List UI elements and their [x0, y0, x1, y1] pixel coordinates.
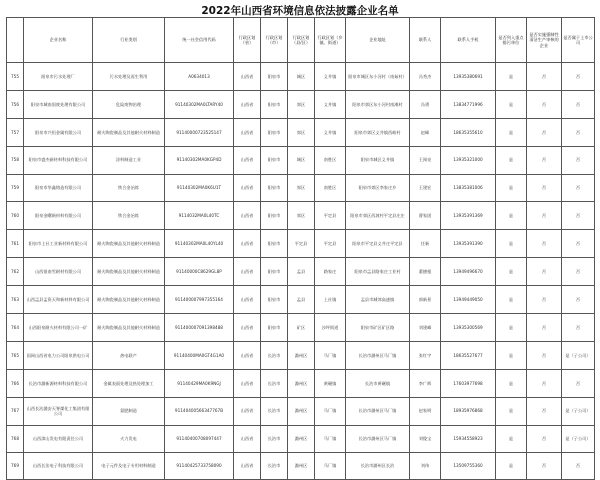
table-cell: 冯秀杰 [410, 63, 441, 91]
enterprise-table [6, 17, 595, 480]
table-cell: 阳泉市城区东小河村（南茹村） [346, 63, 410, 91]
row-number: 758 [7, 146, 24, 174]
table-cell: 阳泉市 [261, 202, 288, 230]
table-cell: 否 [527, 314, 562, 342]
table-cell: 耐火陶瓷制品及其他耐火材料制造 [93, 286, 165, 314]
table-cell: 13935391390 [441, 230, 496, 258]
table-cell: 15934558923 [441, 425, 496, 452]
table-cell: 危险废物治理 [93, 90, 165, 118]
table-cell: 阳泉市上社工业新材料有限公司 [24, 230, 93, 258]
column-header: 是否实施强制性清洁生产审核的企业 [527, 18, 562, 63]
table-cell: 91140302MA0L40YL40 [165, 230, 234, 258]
table-cell: 阳泉市盂县路家庄工业村 [346, 258, 410, 286]
table-cell: 否 [527, 230, 562, 258]
table-row [7, 174, 595, 202]
table-cell: 山西省 [234, 341, 261, 369]
table-cell: 否 [527, 202, 562, 230]
table-cell: 否 [562, 174, 595, 202]
table-cell: 山西省 [234, 202, 261, 230]
table-body [7, 63, 595, 480]
table-cell: 矿区 [288, 314, 315, 342]
table-cell: 91140429MA0K9NGJ [165, 369, 234, 397]
column-header: 行政区划（市） [261, 18, 288, 63]
table-cell: 平定县 [315, 202, 346, 230]
column-header: 行政区划（乡镇、街道） [315, 18, 346, 63]
table-cell: 长治市 [261, 452, 288, 479]
table-cell: 是 [496, 202, 527, 230]
table-cell: 是 [496, 90, 527, 118]
table-cell: 马厂镇 [315, 425, 346, 452]
table-cell: 13834771996 [441, 90, 496, 118]
table-cell: 污水处理及再生利用 [93, 63, 165, 91]
table-cell: 山西银南雪耐材有限公司 [24, 258, 93, 286]
table-row [7, 90, 595, 118]
table-cell: 否 [527, 174, 562, 202]
table-cell: 阳泉市 [261, 286, 288, 314]
table-cell: 火力发电 [93, 425, 165, 452]
table-cell: 是 [496, 174, 527, 202]
table-cell: 否 [562, 314, 595, 342]
table-cell: 长治市 [261, 397, 288, 425]
table-cell: 否 [562, 63, 595, 91]
table-cell: 否 [562, 258, 595, 286]
row-number: 762 [7, 258, 24, 286]
table-cell: 否 [562, 286, 595, 314]
document-title: 2022年山西省环境信息依法披露企业名单 [201, 5, 399, 17]
row-number: 763 [7, 286, 24, 314]
table-cell: 否 [527, 258, 562, 286]
table-cell: 耐火陶瓷制品及其他耐火材料制造 [93, 258, 165, 286]
table-cell: 91140302MA0LTARY40 [165, 90, 234, 118]
column-header: 企业名称 [24, 18, 93, 63]
row-number: 760 [7, 202, 24, 230]
table-cell: 铁合金冶炼 [93, 174, 165, 202]
table-cell: 18635355610 [441, 118, 496, 146]
table-cell: 山西省 [234, 369, 261, 397]
table-cell: 冯勇 [410, 90, 441, 118]
table-cell: 阳泉市兴恒金属有限公司 [24, 118, 93, 146]
table-cell: 山西省 [234, 314, 261, 342]
column-header: 行政区划（省） [234, 18, 261, 63]
table-cell: 黄碾镇 [315, 369, 346, 397]
table-cell: 长治市 [261, 425, 288, 452]
table-cell: 山西省 [234, 118, 261, 146]
table-cell: 17603977698 [441, 369, 496, 397]
table-cell: 山西省 [234, 258, 261, 286]
table-cell: 否 [527, 397, 562, 425]
table-cell: 阳泉市污水处理厂 [24, 63, 93, 91]
table-cell: 城区 [288, 63, 315, 91]
table-cell: 阳泉市矿区矿区路 [346, 314, 410, 342]
row-number: 757 [7, 118, 24, 146]
table-cell: 任新 [410, 230, 441, 258]
table-cell: 13935380691 [441, 63, 496, 91]
table-cell: 长治市潞州区马厂镇 [346, 425, 410, 452]
table-cell: 阳泉市 [261, 258, 288, 286]
table-cell: 山西省 [234, 425, 261, 452]
table-cell: 阳泉金曙新材料有限公司 [24, 202, 93, 230]
table-cell: 山西省 [234, 452, 261, 479]
table-cell: 阳泉市郊区东小河村南滩村 [346, 90, 410, 118]
table-cell: 13935321000 [441, 146, 496, 174]
table-row [7, 369, 595, 397]
row-number: 761 [7, 230, 24, 258]
table-cell: 孟县 [288, 286, 315, 314]
table-cell: 郭新景 [410, 286, 441, 314]
table-cell: 否 [562, 146, 595, 174]
table-cell: 山西省 [234, 90, 261, 118]
table-cell: 否 [562, 230, 595, 258]
table-cell: 否 [562, 202, 595, 230]
table-cell: 铁合金冶炼 [93, 202, 165, 230]
table-cell: 是 [496, 314, 527, 342]
table-cell: 沙坪街道 [315, 314, 346, 342]
table-cell: 阳泉市 [261, 90, 288, 118]
table-cell: 是 [496, 369, 527, 397]
table-cell: 李广辉 [410, 369, 441, 397]
table-cell: 王建宏 [410, 174, 441, 202]
table-cell: 平定县 [288, 230, 315, 258]
row-number: 767 [7, 397, 24, 425]
table-row [7, 341, 595, 369]
table-cell: 山西省 [234, 174, 261, 202]
table-cell: 阳泉市城南固废处理有限公司 [24, 90, 93, 118]
table-cell: 耐火陶瓷制品及其他耐火材料制造 [93, 118, 165, 146]
table-cell: 山西阳泉耐火材料有限公司一矿 [24, 314, 93, 342]
column-header: 行政区划（县/区） [288, 18, 315, 63]
table-cell: 上社镇 [315, 286, 346, 314]
table-cell: 平定县 [315, 230, 346, 258]
table-cell: 否 [527, 63, 562, 91]
table-cell: 否 [527, 369, 562, 397]
row-number: 764 [7, 314, 24, 342]
table-cell: 南胜区 [315, 146, 346, 174]
table-cell: 涂料制造工业 [93, 146, 165, 174]
column-header: 联系人 [410, 18, 441, 63]
table-cell: 13949449050 [441, 286, 496, 314]
table-cell: 阳泉市郊区义井镇西峪村 [346, 118, 410, 146]
table-cell: 马厂镇 [315, 341, 346, 369]
table-row [7, 146, 595, 174]
table-row [7, 314, 595, 342]
row-number: 766 [7, 369, 24, 397]
table-cell: 否 [527, 90, 562, 118]
table-cell: 阳泉市 [261, 174, 288, 202]
table-cell: 山西省 [234, 230, 261, 258]
table-row [7, 258, 595, 286]
table-cell: 13835381006 [441, 174, 496, 202]
table-row [7, 425, 595, 452]
table-cell: 否 [527, 118, 562, 146]
table-row [7, 452, 595, 479]
table-cell: 王闻亮 [410, 146, 441, 174]
table-cell: 郊区 [288, 90, 315, 118]
table-row [7, 286, 595, 314]
table-cell: 是 [496, 63, 527, 91]
table-cell: 山西盂县孟资天和新材料有限公司 [24, 286, 93, 314]
table-cell: 91140302MA0K6U1T [165, 174, 234, 202]
table-row [7, 118, 595, 146]
table-cell: 长治市潞州区马厂镇 [346, 341, 410, 369]
table-cell: 是（子公司） [562, 397, 595, 425]
table-cell: 是 [496, 146, 527, 174]
table-cell: 否 [562, 452, 595, 479]
table-cell: 郊区 [288, 174, 315, 202]
table-cell: 山西长治电子科技有限公司 [24, 452, 93, 479]
table-cell: 阳泉市 [261, 314, 288, 342]
row-number: 755 [7, 63, 24, 91]
table-cell: 城区 [288, 146, 315, 174]
table-cell: 潞州区 [288, 397, 315, 425]
table-cell: 否 [527, 452, 562, 479]
table-cell: 否 [527, 425, 562, 452]
table-cell: 金属表面处理及热处理加工 [93, 369, 165, 397]
table-cell: 阳泉市平定县义井庄平定县 [346, 230, 410, 258]
table-cell: 马厂镇 [315, 452, 346, 479]
table-cell: 阳泉市 [261, 63, 288, 91]
table-cell: 否 [562, 90, 595, 118]
column-header: 是否属于上市公司 [562, 18, 595, 63]
table-cell: 赵峰 [410, 118, 441, 146]
table-cell: 否 [527, 341, 562, 369]
table-cell: 耐火陶瓷制品及其他耐火材料制造 [93, 230, 165, 258]
table-cell: 潞州区 [288, 341, 315, 369]
table-cell: 91140400MA0GT4G1A0 [165, 341, 234, 369]
table-cell: 阳泉市 [261, 118, 288, 146]
table-cell: 911400007091398488 [165, 314, 234, 342]
table-cell: 电子元件及电子专用材料制造 [93, 452, 165, 479]
table-cell: 否 [527, 286, 562, 314]
row-number: 756 [7, 90, 24, 118]
table-cell: 阳泉市盛杰新材料科技有限公司 [24, 146, 93, 174]
column-header: 行业类别 [93, 18, 165, 63]
table-cell: 山西漳山发电有限责任公司 [24, 425, 93, 452]
table-row [7, 230, 595, 258]
table-cell: 潞州区 [288, 425, 315, 452]
table-row [7, 397, 595, 425]
table-row [7, 202, 595, 230]
table-cell: 是 [496, 397, 527, 425]
table-cell: 热电联产 [93, 341, 165, 369]
table-cell: 山西省 [234, 146, 261, 174]
table-cell: 阳泉市 [261, 146, 288, 174]
table-cell: 张红宇 [410, 341, 441, 369]
table-cell: 郊区 [288, 118, 315, 146]
row-number: 768 [7, 425, 24, 452]
table-cell: 山西省 [234, 397, 261, 425]
table-cell: 刘伟 [410, 452, 441, 479]
table-cell: 山西省 [234, 63, 261, 91]
table-cell: 911400007997355164 [165, 286, 234, 314]
table-cell: 赵家明 [410, 397, 441, 425]
table-cell: 潞州区 [288, 369, 315, 397]
table-cell: 是 [496, 230, 527, 258]
table-cell: 义井镇 [315, 118, 346, 146]
table-cell: 长治市潞州区长治 [346, 452, 410, 479]
column-header: 是否列入重点排污单位 [496, 18, 527, 63]
table-cell: 91140425733758090 [165, 452, 234, 479]
table-cell: 是 [496, 425, 527, 452]
table-cell: 义井镇 [315, 90, 346, 118]
table-cell: 刘建峰 [410, 314, 441, 342]
table-cell: 山西省 [234, 286, 261, 314]
table-cell: 否 [527, 146, 562, 174]
table-cell: 南胜区 [315, 174, 346, 202]
table-cell: 13935300569 [441, 314, 496, 342]
row-number: 759 [7, 174, 24, 202]
column-header [7, 18, 24, 63]
table-cell: 郊区 [288, 202, 315, 230]
table-cell: 是 [496, 118, 527, 146]
table-cell: 长治市潞新源材料科技有限公司 [24, 369, 93, 397]
table-cell: 13509755360 [441, 452, 496, 479]
table-cell: 是 [496, 258, 527, 286]
table-cell: 阳泉市城区义井镇 [346, 146, 410, 174]
row-number: 769 [7, 452, 24, 479]
table-cell: 马厂镇 [315, 397, 346, 425]
table-cell: 路家庄 [315, 258, 346, 286]
table-cell: 国网山西省电力公司阳泉供电公司 [24, 341, 93, 369]
column-header: 企业地址 [346, 18, 410, 63]
table-cell: 曹家团 [410, 202, 441, 230]
table-cell: 孟县 [288, 258, 315, 286]
table-cell: 阳泉市郊区李家庄乡 [346, 174, 410, 202]
table-cell: 是 [496, 452, 527, 479]
table-cell: 阳泉市华鑫铸造有限公司 [24, 174, 93, 202]
table-cell: 是 [496, 341, 527, 369]
table-header-row [7, 18, 595, 63]
table-cell: 否 [562, 369, 595, 397]
table-cell: 氮肥制造 [93, 397, 165, 425]
table-cell: 是 [496, 286, 527, 314]
table-cell: 阳泉市郊区西坡村平定县庄庄 [346, 202, 410, 230]
table-cell: 否 [562, 118, 595, 146]
table-cell: 长治市 [261, 369, 288, 397]
table-cell: 长治市 [261, 341, 288, 369]
table-cell: 13949496670 [441, 258, 496, 286]
table-cell: 孟县市城郊高速镇 [346, 286, 410, 314]
column-header: 联系人手机 [441, 18, 496, 63]
table-cell: 91140000C8629GL8P [165, 258, 234, 286]
table-cell: 潞州区 [288, 452, 315, 479]
table-cell: 18935976868 [441, 397, 496, 425]
table-cell: 是（子公司） [562, 341, 595, 369]
table-cell: 18635527677 [441, 341, 496, 369]
table-cell: 刘俊宝 [410, 425, 441, 452]
table-cell: 山西长治潞安天脊煤化工集团有限公司 [24, 397, 93, 425]
table-cell: A0634013 [165, 63, 234, 91]
table-row [7, 63, 595, 91]
column-header: 统一社会信用代码 [165, 18, 234, 63]
row-number: 765 [7, 341, 24, 369]
table-cell: 91140302MA0KGP4D [165, 146, 234, 174]
table-cell: 义井镇 [315, 63, 346, 91]
table-cell: 91140400708097447 [165, 425, 234, 452]
table-cell: 9114032MA0L40TC [165, 202, 234, 230]
table-cell: 耐火陶瓷制品及其他耐火材料制造 [93, 314, 165, 342]
table-cell: 董德根 [410, 258, 441, 286]
table-cell: 阳泉市 [261, 230, 288, 258]
table-cell: 长治市黄碾镇 [346, 369, 410, 397]
table-cell: 13935391369 [441, 202, 496, 230]
table-cell: 是（子公司） [562, 425, 595, 452]
table-cell: 91140400566347767B [165, 397, 234, 425]
table-cell: 91140000723525147 [165, 118, 234, 146]
table-cell: 长治市潞州区马厂镇 [346, 397, 410, 425]
